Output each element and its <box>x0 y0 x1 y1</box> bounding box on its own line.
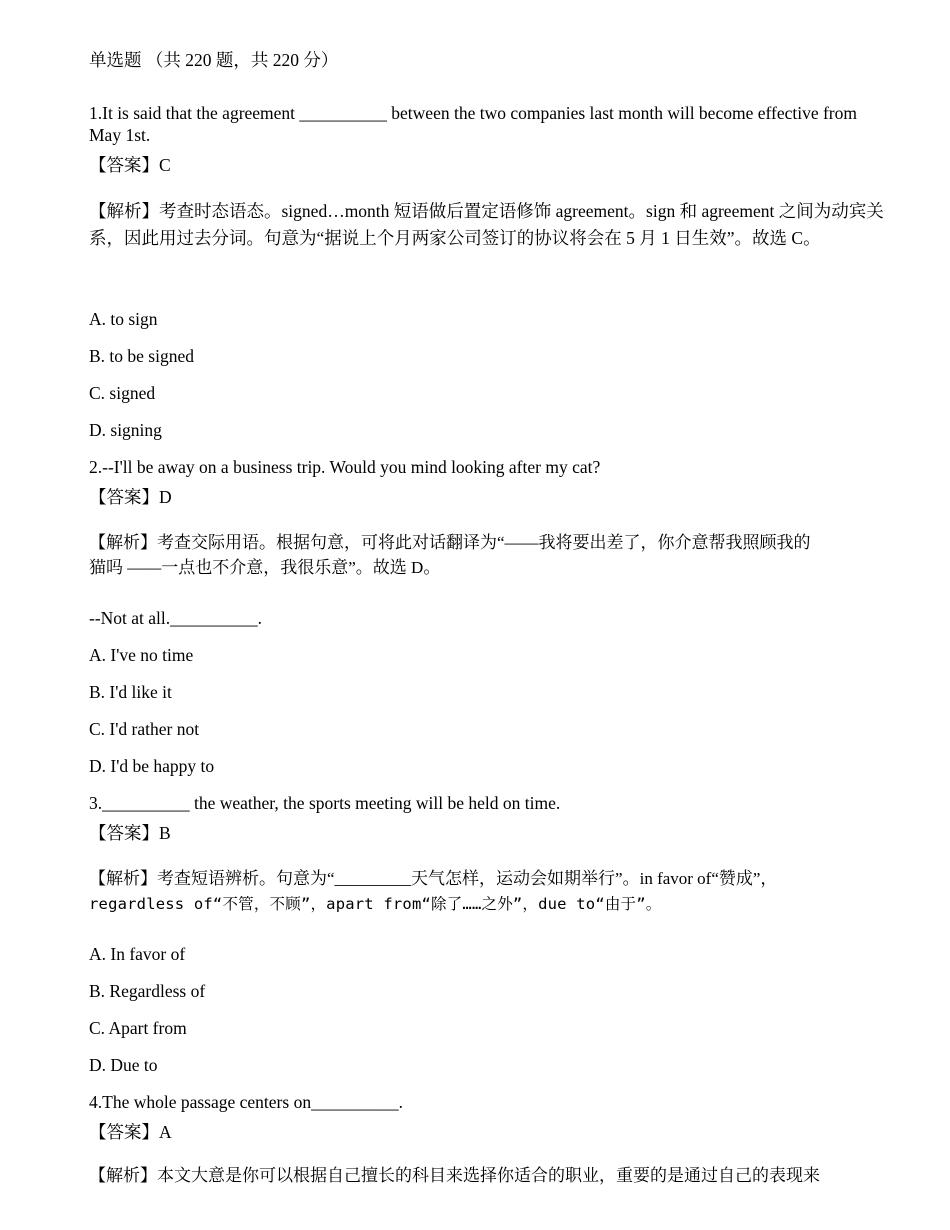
question-3-answer: 【答案】B <box>89 823 171 843</box>
question-1-option-a: A. to sign <box>89 309 158 329</box>
question-1-analysis: 【解析】考查时态语态。signed…month 短语做后置定语修饰 agreement。sign 和 agreement 之间为动宾关系，因此用过去分词。句意为“据说上个月两家公司签订的协议将会在 5 月 1 日生效”。故选 C。 <box>89 201 884 248</box>
question-1-stem: 1.It is said that the agreement __________ between the two companies last month will become effective from <box>89 103 858 123</box>
question-2-stem: 2.--I'll be away on a business trip. Would you mind looking after my cat? <box>89 457 601 477</box>
question-1-stem-cont: May 1st. <box>89 125 151 145</box>
question-2-option-c: C. I'd rather not <box>89 719 200 739</box>
section-header: 单选题 （共 220 题，共 220 分） <box>89 50 339 70</box>
question-2-option-b: B. I'd like it <box>89 682 172 702</box>
question-4-answer: 【答案】A <box>89 1122 172 1142</box>
question-4-stem: 4.The whole passage centers on__________. <box>89 1092 403 1112</box>
question-3-analysis-line-1: 【解析】考查短语辨析。句意为“_________天气怎样，运动会如期举行”。in favor of“赞成”， <box>89 869 778 888</box>
question-3-option-b: B. Regardless of <box>89 981 206 1001</box>
question-1-answer: 【答案】C <box>89 155 171 175</box>
question-3-option-c: C. Apart from <box>89 1018 187 1038</box>
question-2-option-d: D. I'd be happy to <box>89 756 215 776</box>
question-1-option-b: B. to be signed <box>89 346 194 366</box>
question-3-analysis-line-2: regardless of“不管，不顾”，apart from“除了……之外”，due to“由于”。 <box>89 895 662 913</box>
question-4-analysis: 【解析】本文大意是你可以根据自己擅长的科目来选择你适合的职业，重要的是通过自己的表现来 <box>89 1166 820 1185</box>
question-1-option-d: D. signing <box>89 420 162 440</box>
question-2-analysis-line-2: 猫吗 ——一点也不介意，我很乐意”。故选 D。 <box>89 558 441 577</box>
question-3-option-a: A. In favor of <box>89 944 186 964</box>
question-3-stem: 3.__________ the weather, the sports meeting will be held on time. <box>89 793 561 813</box>
question-2-option-a: A. I've no time <box>89 645 194 665</box>
question-2-answer: 【答案】D <box>89 487 172 507</box>
question-1-option-c: C. signed <box>89 383 156 403</box>
question-2-analysis-line-1: 【解析】考查交际用语。根据句意，可将此对话翻译为“——我将要出差了，你介意帮我照顾我的 <box>89 533 811 552</box>
question-3-option-d: D. Due to <box>89 1055 158 1075</box>
question-2-response: --Not at all.__________. <box>89 608 263 628</box>
